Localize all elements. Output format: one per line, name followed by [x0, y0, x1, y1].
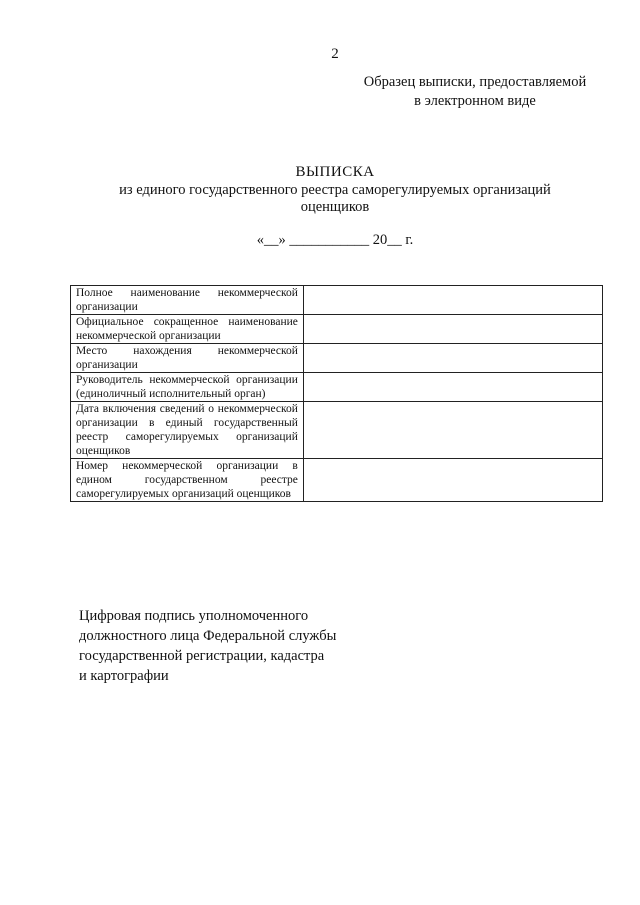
signature-line: Цифровая подпись уполномоченного	[79, 608, 309, 624]
title-main: ВЫПИСКА	[295, 164, 375, 180]
row-label: Номер некоммерческой организации в едином государственном реестре саморегулируемых организаций оценщиков	[71, 459, 304, 502]
row-value	[303, 459, 602, 502]
sample-note-line: в электронном виде	[414, 93, 536, 109]
signature-line: государственной регистрации, кадастра	[79, 648, 325, 664]
table-row	[71, 344, 603, 373]
signature-block	[79, 606, 399, 686]
register-table	[70, 285, 603, 502]
row-label: Официальное сокращенное наименование некоммерческой организации	[71, 315, 304, 344]
title-subtitle-cont: оценщиков	[300, 199, 370, 215]
date-line: «__» ___________ 20__ г.	[256, 232, 414, 248]
table-row	[71, 373, 603, 402]
table-row	[71, 459, 603, 502]
title-subtitle: из единого государственного реестра саморегулируемых организаций	[119, 182, 551, 198]
table-row	[71, 286, 603, 315]
signature-line: и картографии	[79, 668, 169, 684]
sample-note-line: Образец выписки, предоставляемой	[363, 74, 587, 90]
row-value	[303, 402, 602, 459]
row-label: Полное наименование некоммерческой организации	[71, 286, 304, 315]
row-label: Руководитель некоммерческой организации (единоличный исполнительный орган)	[71, 373, 304, 402]
page-number: 2	[331, 46, 339, 62]
table-row	[71, 315, 603, 344]
table-row	[71, 402, 603, 459]
row-label: Дата включения сведений о некоммерческой организации в единый государственный реестр саморегулируемых организаций оценщиков	[71, 402, 304, 459]
signature-line: должностного лица Федеральной службы	[79, 628, 337, 644]
document-title	[95, 164, 575, 216]
row-value	[303, 286, 602, 315]
row-value	[303, 344, 602, 373]
row-value	[303, 373, 602, 402]
sample-note	[340, 73, 610, 111]
row-label: Место нахождения некоммерческой организации	[71, 344, 304, 373]
row-value	[303, 315, 602, 344]
